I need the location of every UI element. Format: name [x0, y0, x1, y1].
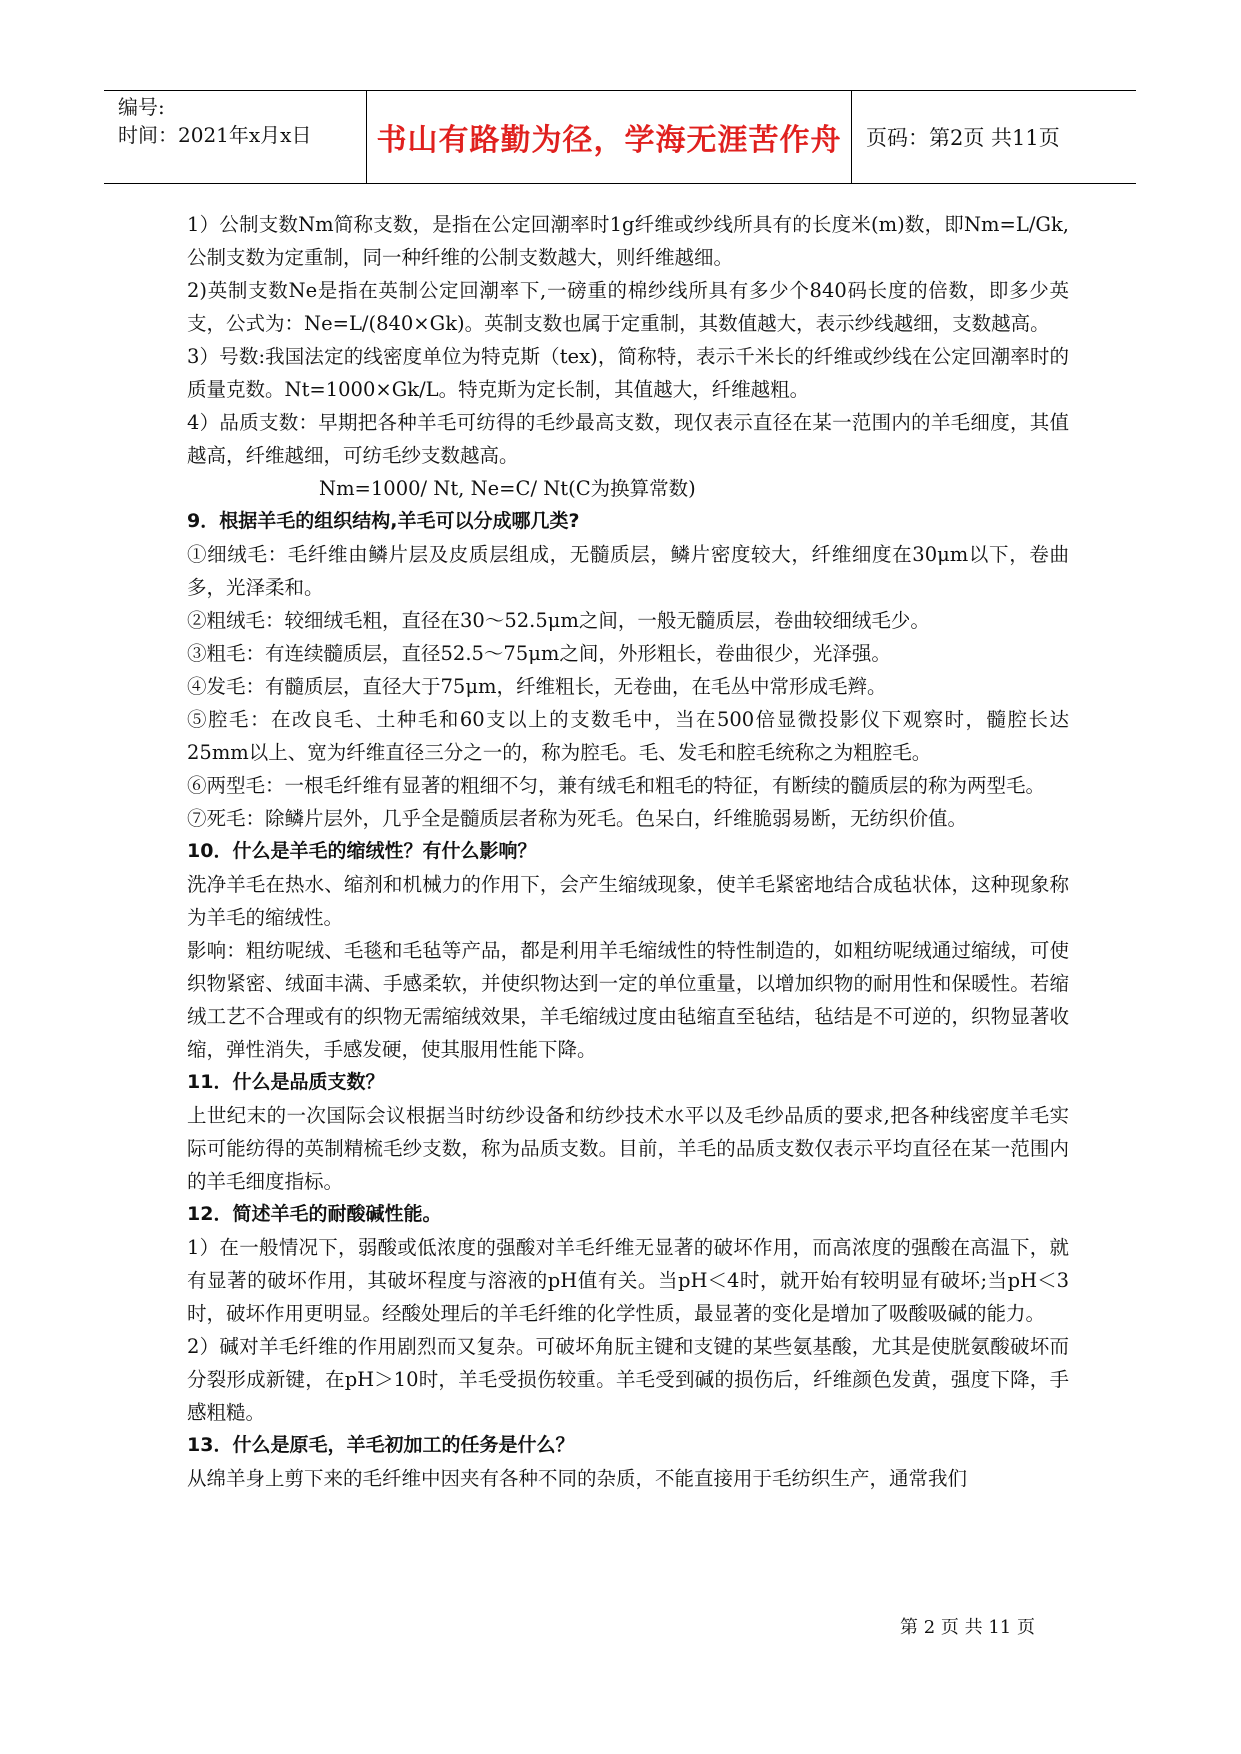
answer-paragraph: 洗净羊毛在热水、缩剂和机械力的作用下，会产生缩绒现象，使羊毛紧密地结合成毡状体，这种现象称为羊毛的缩绒性。 [187, 873, 1069, 929]
list-item: ⑥两型毛：一根毛纤维有显著的粗细不匀，兼有绒毛和粗毛的特征，有断续的髓质层的称为两型毛。 [187, 774, 1046, 797]
header-meta [104, 91, 366, 185]
answer-paragraph: 1）在一般情况下，弱酸或低浓度的强酸对羊毛纤维无显著的破坏作用，而高浓度的强酸在高温下，就有显著的破坏作用，其破坏程度与溶液的pH值有关。当pH＜4时，就开始有较明显有破坏;当pH＜3时，破坏作用更明显。经酸处理后的羊毛纤维的化学性质，最显著的变化是增加了吸酸吸碱的能力。 [187, 1236, 1069, 1325]
list-item: ①细绒毛：毛纤维由鳞片层及皮质层组成，无髓质层，鳞片密度较大，纤维细度在30μm以下，卷曲多，光泽柔和。 [187, 543, 1069, 599]
answer-paragraph: 上世纪末的一次国际会议根据当时纺纱设备和纺纱技术水平以及毛纱品质的要求,把各种线密度羊毛实际可能纺得的英制精梳毛纱支数，称为品质支数。目前，羊毛的品质支数仅表示平均直径在某一范围内的羊毛细度指标。 [187, 1104, 1069, 1193]
paragraph-ne: 2)英制支数Ne是指在英制公定回潮率下,一磅重的棉纱线所具有多少个840码长度的倍数，即多少英支，公式为：Ne=L/(840×Gk)。英制支数也属于定重制，其数值越大，表示纱线越细，支数越高。 [187, 279, 1069, 335]
header-motto: 书山有路勤为径，学海无涯苦作舟 [376, 123, 842, 158]
answer-paragraph: 2）碱对羊毛纤维的作用剧烈而又复杂。可破坏角朊主键和支键的某些氨基酸，尤其是使胱氨酸破坏而分裂形成新键，在pH＞10时，羊毛受损伤较重。羊毛受到碱的损伤后，纤维颜色发黄，强度下降，手感粗糙。 [187, 1335, 1069, 1424]
list-item: ④发毛：有髓质层，直径大于75μm，纤维粗长，无卷曲，在毛丛中常形成毛辫。 [187, 675, 887, 698]
page-label: 页码：第2页 共11页 [866, 126, 1060, 150]
header-page-info [852, 91, 1150, 183]
document-body [187, 208, 1069, 1495]
question-12: 12．简述羊毛的耐酸碱性能。 [187, 1203, 442, 1225]
answer-paragraph: 影响：粗纺呢绒、毛毯和毛毡等产品，都是利用羊毛缩绒性的特性制造的，如粗纺呢绒通过缩绒，可使织物紧密、绒面丰满、手感柔软，并使织物达到一定的单位重量，以增加织物的耐用性和保暖性。若缩绒工艺不合理或有的织物无需缩绒效果，羊毛缩绒过度由毡缩直至毡结，毡结是不可逆的，织物显著收缩，弹性消失，手感发硬，使其服用性能下降。 [187, 939, 1069, 1061]
list-item: ⑦死毛：除鳞片层外，几乎全是髓质层者称为死毛。色呆白，纤维脆弱易断，无纺织价值。 [187, 807, 968, 830]
list-item: ③粗毛：有连续髓质层，直径52.5～75μm之间，外形粗长，卷曲很少，光泽强。 [187, 642, 891, 665]
formula-line: Nm=1000/ Nt, Ne=C/ Nt(C为换算常数) [319, 477, 696, 500]
answer-paragraph: 从绵羊身上剪下来的毛纤维中因夹有各种不同的杂质，不能直接用于毛纺织生产，通常我们 [187, 1467, 968, 1490]
footer-page-number: 第 2 页 共 11 页 [900, 1617, 1035, 1638]
list-item: ⑤腔毛：在改良毛、土种毛和60支以上的支数毛中，当在500倍显微投影仪下观察时，髓腔长达25mm以上、宽为纤维直径三分之一的，称为腔毛。毛、发毛和腔毛统称之为粗腔毛。 [187, 708, 1069, 764]
list-item: ②粗绒毛：较细绒毛粗，直径在30～52.5μm之间，一般无髓质层，卷曲较细绒毛少。 [187, 609, 930, 632]
page-footer [900, 1613, 1035, 1639]
header-motto-cell [366, 91, 852, 183]
paragraph-tex: 3）号数:我国法定的线密度单位为特克斯（tex)，简称特，表示千米长的纤维或纱线在公定回潮率时的质量克数。Nt=1000×Gk/L。特克斯为定长制，其值越大，纤维越粗。 [187, 345, 1069, 401]
paragraph-nm: 1）公制支数Nm简称支数，是指在公定回潮率时1g纤维或纱线所具有的长度米(m)数，即Nm=L/Gk,公制支数为定重制，同一种纤维的公制支数越大，则纤维越细。 [187, 213, 1069, 269]
serial-label: 编号: [118, 95, 165, 119]
question-11: 11．什么是品质支数？ [187, 1071, 385, 1093]
paragraph-quality-count: 4）品质支数：早期把各种羊毛可纺得的毛纱最高支数，现仅表示直径在某一范围内的羊毛细度，其值越高，纤维越细，可纺毛纱支数越高。 [187, 411, 1069, 467]
question-13: 13．什么是原毛，羊毛初加工的任务是什么？ [187, 1434, 575, 1456]
question-9: 9．根据羊毛的组织结构,羊毛可以分成哪几类? [187, 510, 580, 532]
time-label: 时间：2021年x月x日 [118, 123, 312, 147]
page-header [104, 90, 1136, 184]
question-10: 10．什么是羊毛的缩绒性？有什么影响？ [187, 840, 537, 862]
